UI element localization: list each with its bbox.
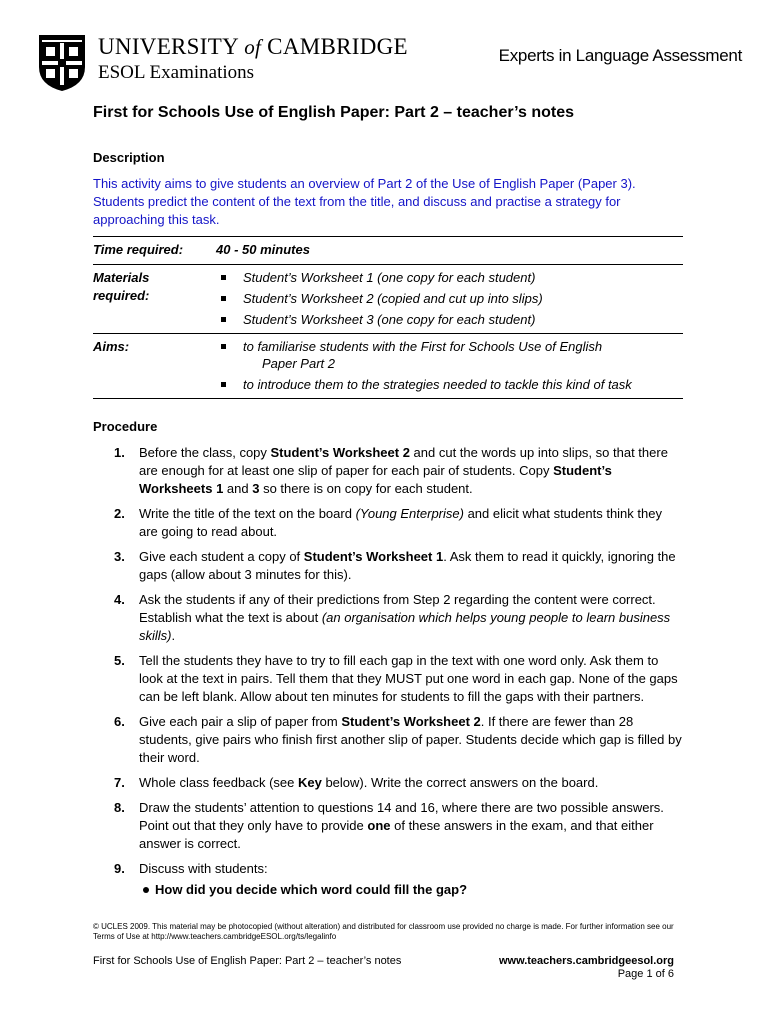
aims-row [93, 334, 683, 399]
footer-right [499, 955, 674, 981]
procedure-step: 4. Ask the students if any of their predictions from Step 2 regarding the content were correct. Establish what the text is about (an organisation which helps young people to learn business skills). [114, 592, 671, 643]
tagline: Experts in Language Assessment [498, 46, 742, 65]
procedure-step: 3. Give each student a copy of Student’s Worksheet 1. Ask them to read it quickly, ignoring the gaps (allow about 3 minutes for this). [114, 549, 676, 582]
bullet-icon [143, 887, 149, 893]
description-heading: Description [93, 150, 165, 165]
procedure-step: 9. Discuss with students: How did you decide which word could fill the gap? [93, 860, 683, 899]
esol-name: ESOL Examinations [98, 62, 255, 83]
procedure-step: 7. Whole class feedback (see Key below). Write the correct answers on the board. [114, 775, 599, 790]
footer-url[interactable]: www.teachers.cambridgeesol.org [498, 955, 674, 967]
procedure-heading: Procedure [93, 419, 158, 434]
time-row [93, 237, 683, 265]
aims-list [216, 338, 683, 393]
page-title: First for Schools Use of English Paper: Part 2 – teacher’s notes [93, 104, 575, 121]
procedure-step: 5. Tell the students they have to try to fill each gap in the text with one word only. Ask them to look at the text in pairs. Tell them that they MUST put one word in each gap. None of the gaps can be left blank. Allow about ten minutes for students to fill the gaps with their partners. [114, 653, 678, 704]
footer-title: First for Schools Use of English Paper: Part 2 – teacher’s notes [93, 955, 402, 967]
list-item: Student’s Worksheet 1 (one copy for each student) [216, 269, 683, 286]
time-value: 40 - 50 minutes [216, 237, 683, 265]
list-item: to familiarise students with the First for Schools Use of English Paper Part 2 [216, 338, 683, 372]
cambridge-crest-icon [37, 33, 87, 93]
procedure-step: 1. Before the class, copy Student’s Worksheet 2 and cut the words up into slips, so that there are enough for at least one slip of paper for each pair of students. Copy Student’s Worksheets 1 and 3 so there is on copy for each student. [114, 445, 668, 496]
materials-label: Materials required: [93, 265, 216, 334]
info-table [93, 236, 683, 399]
discussion-question: How did you decide which word could fill the gap? [139, 881, 683, 899]
procedure-step: 2. Write the title of the text on the board (Young Enterprise) and elicit what students think they are going to read about. [114, 506, 662, 539]
procedure-step: 6. Give each pair a slip of paper from Student’s Worksheet 2. If there are fewer than 28 students, give pairs who finish first another slip of paper. Students decide which gap is filled by their word. [114, 714, 682, 765]
procedure-steps [93, 444, 683, 906]
list-item: to introduce them to the strategies needed to tackle this kind of task [216, 376, 683, 393]
page-number: Page 1 of 6 [617, 968, 674, 980]
procedure-step: 8. Draw the students’ attention to questions 14 and 16, where there are two possible answers. Point out that they only have to provide one of these answers in the exam, and that either answer is correct. [114, 800, 664, 851]
list-item: Student’s Worksheet 3 (one copy for each student) [216, 311, 683, 328]
materials-row [93, 265, 683, 334]
copyright-notice: © UCLES 2009. This material may be photocopied (without alteration) and distributed for classroom use provided no charge is made. For further information see our Terms of Use at http://www.teachers.cambridgeESOL.org/ts/legalinfo [93, 922, 674, 941]
page-header [0, 0, 768, 95]
aims-label: Aims: [93, 334, 216, 399]
materials-list [216, 269, 683, 328]
time-label: Time required: [93, 237, 216, 265]
description-text: This activity aims to give students an overview of Part 2 of the Use of English Paper (Paper 3). Students predict the content of the text from the title, and discuss and practise a strategy for approaching this task. [93, 176, 636, 227]
university-name: UNIVERSITY of CAMBRIDGE [98, 34, 408, 59]
list-item: Student’s Worksheet 2 (copied and cut up into slips) [216, 290, 683, 307]
